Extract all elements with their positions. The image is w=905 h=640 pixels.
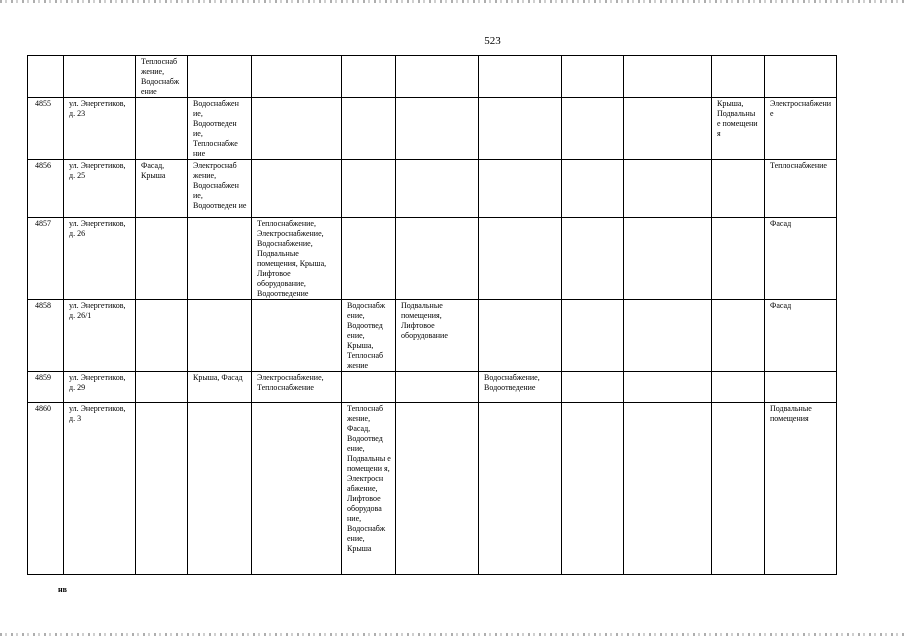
works-cell [479, 56, 562, 98]
works-cell [252, 56, 342, 98]
works-cell: Электроснабжение, Теплоснабжение [252, 372, 342, 403]
works-cell: Фасад [765, 218, 837, 300]
row-number-cell [28, 56, 64, 98]
row-number-cell: 4857 [28, 218, 64, 300]
works-cell [624, 98, 712, 160]
table-body [28, 56, 837, 575]
address-cell [64, 56, 136, 98]
works-cell [479, 218, 562, 300]
works-cell [188, 300, 252, 372]
address-cell: ул. Энергетиков, д. 25 [64, 160, 136, 218]
works-cell [562, 160, 624, 218]
works-cell [396, 160, 479, 218]
works-cell [136, 218, 188, 300]
table-row [28, 160, 837, 218]
works-cell [342, 218, 396, 300]
works-cell [252, 160, 342, 218]
scan-edge-top [0, 0, 905, 3]
works-cell: Крыша, Фасад [188, 372, 252, 403]
works-cell [624, 372, 712, 403]
works-cell [136, 372, 188, 403]
address-cell: ул. Энергетиков, д. 26/1 [64, 300, 136, 372]
works-cell [712, 160, 765, 218]
works-cell [252, 403, 342, 575]
works-cell [342, 160, 396, 218]
works-cell [136, 98, 188, 160]
address-cell: ул. Энергетиков, д. 29 [64, 372, 136, 403]
page-number: 523 [484, 35, 501, 47]
works-cell [396, 372, 479, 403]
works-cell: Подвальные помещения, Лифтовое оборудование [396, 300, 479, 372]
works-cell: Фасад, Крыша [136, 160, 188, 218]
works-cell [342, 372, 396, 403]
works-cell [396, 56, 479, 98]
works-cell [765, 372, 837, 403]
row-number-cell: 4859 [28, 372, 64, 403]
table-row [28, 56, 837, 98]
works-cell: Теплоснабжение [765, 160, 837, 218]
works-cell [562, 372, 624, 403]
works-cell [562, 403, 624, 575]
works-cell [479, 160, 562, 218]
table-row [28, 372, 837, 403]
works-cell [765, 56, 837, 98]
works-cell [252, 98, 342, 160]
works-cell [712, 218, 765, 300]
works-cell [188, 218, 252, 300]
works-cell: Электроснаб жение, Водоснабжен ие, Водоотведен ие [188, 160, 252, 218]
row-number-cell: 4860 [28, 403, 64, 575]
works-schedule-table [27, 55, 837, 575]
works-cell [562, 218, 624, 300]
works-cell [562, 300, 624, 372]
works-cell [624, 403, 712, 575]
works-cell [252, 300, 342, 372]
works-cell: Водоснабж ение, Водоотвед ение, Крыша, Теплоснаб жение [342, 300, 396, 372]
works-cell [624, 218, 712, 300]
works-cell: Водоснабжен ие, Водоотведен ие, Теплоснабже ние [188, 98, 252, 160]
works-cell [562, 98, 624, 160]
works-cell: Водоснабжение, Водоотведение [479, 372, 562, 403]
works-cell: Электроснабжение [765, 98, 837, 160]
row-number-cell: 4858 [28, 300, 64, 372]
scan-edge-bottom [0, 633, 905, 636]
table-row [28, 218, 837, 300]
row-number-cell: 4856 [28, 160, 64, 218]
works-cell [342, 98, 396, 160]
works-cell [396, 218, 479, 300]
table-row [28, 98, 837, 160]
address-cell: ул. Энергетиков, д. 3 [64, 403, 136, 575]
works-cell [624, 300, 712, 372]
address-cell: ул. Энергетиков, д. 23 [64, 98, 136, 160]
works-cell [712, 372, 765, 403]
works-cell [396, 403, 479, 575]
works-cell [712, 56, 765, 98]
address-cell: ул. Энергетиков, д. 26 [64, 218, 136, 300]
works-cell: Подвальные помещения [765, 403, 837, 575]
works-cell [136, 300, 188, 372]
footer-mark: нв [58, 585, 67, 594]
works-cell: Крыша, Подвальны е помещени я [712, 98, 765, 160]
table-row [28, 403, 837, 575]
works-cell: Фасад [765, 300, 837, 372]
table-row [28, 300, 837, 372]
works-cell: Теплоснаб жение, Водоснабж ение [136, 56, 188, 98]
works-cell [188, 56, 252, 98]
works-cell [479, 300, 562, 372]
works-cell [342, 56, 396, 98]
works-cell [624, 56, 712, 98]
row-number-cell: 4855 [28, 98, 64, 160]
works-cell: Теплоснаб жение, Фасад, Водоотвед ение, Подвальны е помещени я, Электросн абжение, Лифтовое оборудова ние, Водоснабж ение, Крыша [342, 403, 396, 575]
works-cell [188, 403, 252, 575]
works-cell [562, 56, 624, 98]
works-cell [712, 300, 765, 372]
works-cell [479, 98, 562, 160]
works-cell [479, 403, 562, 575]
works-cell [712, 403, 765, 575]
works-cell [396, 98, 479, 160]
works-cell [624, 160, 712, 218]
works-cell: Теплоснабжение, Электроснабжение, Водоснабжение, Подвальные помещения, Крыша, Лифтовое оборудование, Водоотведение [252, 218, 342, 300]
works-cell [136, 403, 188, 575]
